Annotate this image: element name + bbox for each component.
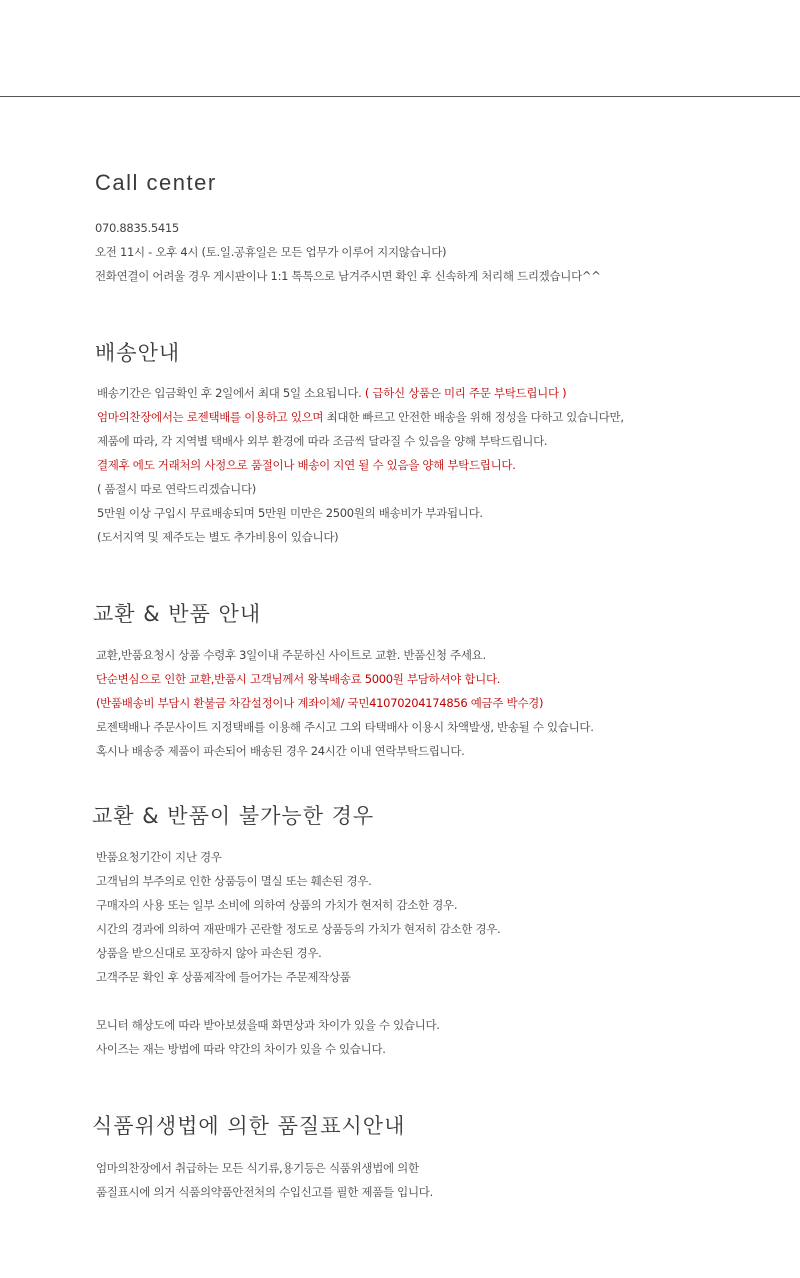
exchange-info bbox=[96, 643, 594, 763]
not-allowed-info bbox=[96, 845, 500, 1061]
not-allowed-line: 구매자의 사용 또는 일부 소비에 의하여 상품의 가치가 현저히 감소한 경우. bbox=[96, 898, 458, 912]
call-center-info bbox=[95, 216, 601, 288]
food-law-heading: 식품위생법에 의한 품질표시안내 bbox=[92, 1114, 406, 1138]
not-allowed-line: 고객님의 부주의로 인한 상품등이 멸실 또는 훼손된 경우. bbox=[96, 874, 372, 888]
shipping-info bbox=[97, 381, 624, 549]
contact-note: 전화연결이 어려울 경우 게시판이나 1:1 톡톡으로 남겨주시면 확인 후 신속하게 처리해 드리겠습니다^^ bbox=[95, 269, 601, 283]
not-allowed-line: 모니터 해상도에 따라 받아보셨을때 화면상과 차이가 있을 수 있습니다. bbox=[96, 1018, 440, 1032]
shipping-line: 배송기간은 입금확인 후 2일에서 최대 5일 소요됩니다. ( 급하신 상품은 미리 주문 부탁드립니다 ) bbox=[97, 386, 567, 400]
not-allowed-line: 고객주문 확인 후 상품제작에 들어가는 주문제작상품 bbox=[96, 970, 351, 984]
not-allowed-line: 시간의 경과에 의하여 재판매가 곤란할 정도로 상품등의 가치가 현저히 감소한 경우. bbox=[96, 922, 501, 936]
phone-number: 070.8835.5415 bbox=[95, 221, 179, 235]
not-allowed-heading: 교환 & 반품이 불가능한 경우 bbox=[92, 804, 375, 828]
call-center-heading: Call center bbox=[95, 170, 217, 195]
shipping-line: ( 품절시 따로 연락드리겠습니다) bbox=[97, 482, 256, 496]
exchange-line: (반품배송비 부담시 환불금 차감설정이나 계좌이체/ 국민41070204174856 예금주 박수경) bbox=[96, 696, 544, 710]
not-allowed-line: 상품을 받으신대로 포장하지 않아 파손된 경우. bbox=[96, 946, 322, 960]
shipping-line: 제품에 따라, 각 지역별 택배사 외부 환경에 따라 조금씩 달라질 수 있음을 양해 부탁드립니다. bbox=[97, 434, 548, 448]
food-law-info bbox=[96, 1156, 433, 1204]
not-allowed-line: 사이즈는 재는 방법에 따라 약간의 차이가 있을 수 있습니다. bbox=[96, 1042, 386, 1056]
food-law-line: 엄마의찬장에서 취급하는 모든 식기류,용기등은 식품위생법에 의한 bbox=[96, 1161, 419, 1175]
exchange-line: 교환,반품요청시 상품 수령후 3일이내 주문하신 사이트로 교환. 반품신청 주세요. bbox=[96, 648, 486, 662]
not-allowed-line: 반품요청기간이 지난 경우 bbox=[96, 850, 222, 864]
shipping-line: 5만원 이상 구입시 무료배송되며 5만원 미만은 2500원의 배송비가 부과됩니다. bbox=[97, 506, 483, 520]
shipping-line: 결제후 에도 거래처의 사정으로 품절이나 배송이 지연 될 수 있음을 양해 부탁드립니다. bbox=[97, 458, 516, 472]
top-divider bbox=[0, 96, 800, 97]
exchange-heading: 교환 & 반품 안내 bbox=[93, 602, 262, 626]
shipping-line: 엄마의찬장에서는 로젠택배를 이용하고 있으며 최대한 빠르고 안전한 배송을 위해 정성을 다하고 있습니다만, bbox=[97, 410, 624, 424]
exchange-line: 로젠택배나 주문사이트 지정택배를 이용해 주시고 그외 타택배사 이용시 차액발생, 반송될 수 있습니다. bbox=[96, 720, 594, 734]
business-hours: 오전 11시 - 오후 4시 (토.일.공휴일은 모든 업무가 이루어 지지않습니다) bbox=[95, 245, 447, 259]
food-law-line: 품질표시에 의거 식품의약품안전처의 수입신고를 필한 제품들 입니다. bbox=[96, 1185, 433, 1199]
shipping-heading: 배송안내 bbox=[95, 341, 181, 365]
exchange-line: 혹시나 배송중 제품이 파손되어 배송된 경우 24시간 이내 연락부탁드립니다. bbox=[96, 744, 465, 758]
spacer bbox=[96, 989, 500, 1013]
shipping-line: (도서지역 및 제주도는 별도 추가비용이 있습니다) bbox=[97, 530, 339, 544]
exchange-line: 단순변심으로 인한 교환,반품시 고객님께서 왕복배송료 5000원 부담하셔야 합니다. bbox=[96, 672, 501, 686]
